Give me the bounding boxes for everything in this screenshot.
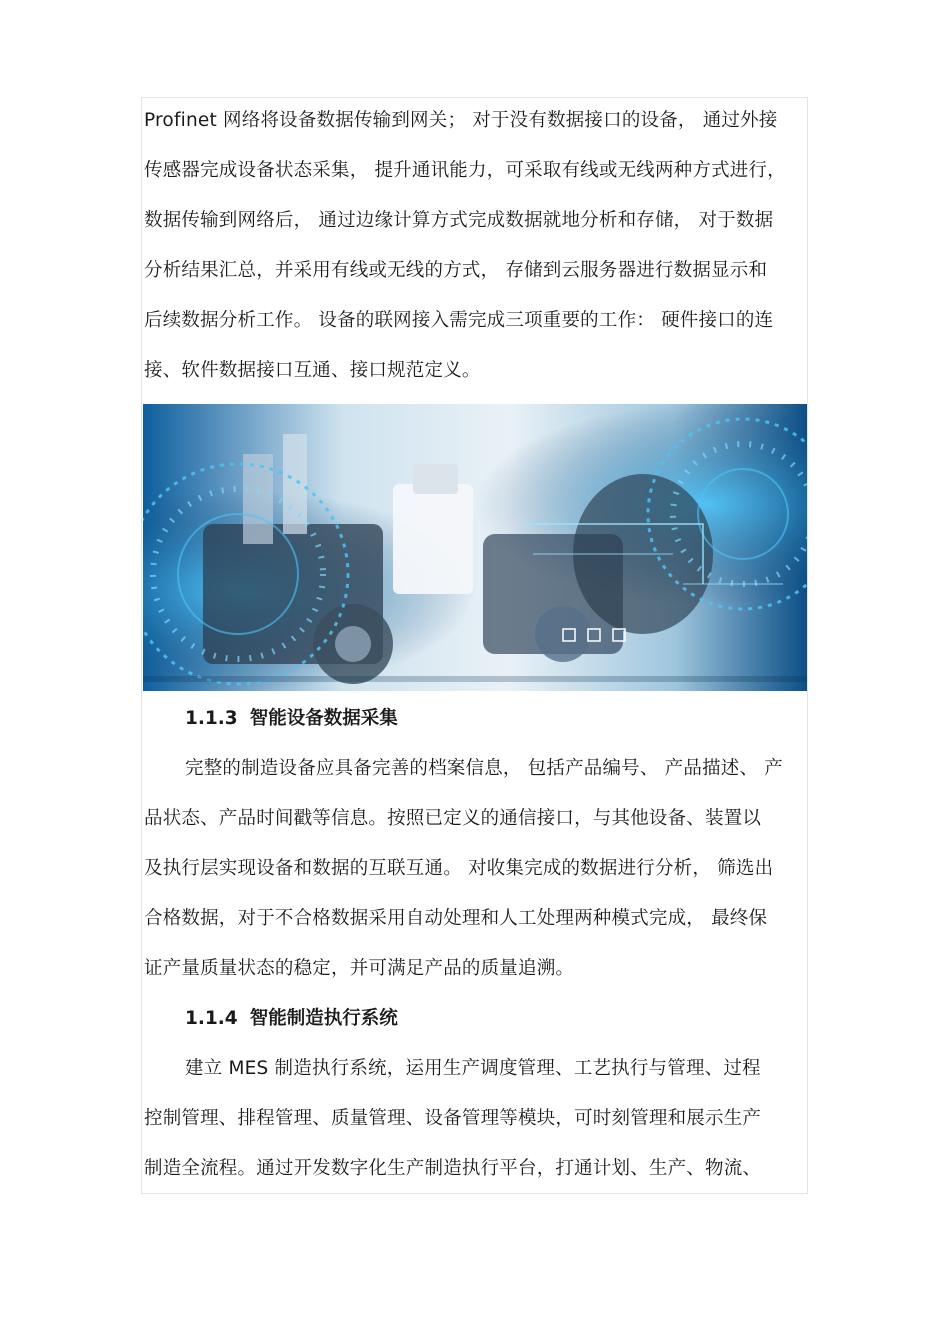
paragraph-line: 传感器完成设备状态采集， 提升通讯能力，可采取有线或无线两种方式进行，: [144, 160, 786, 181]
section-number: 1.1.3: [185, 708, 238, 729]
section-title: 智能设备数据采集: [249, 708, 398, 729]
paragraph-line: 控制管理、排程管理、质量管理、设备管理等模块，可时刻管理和展示生产: [144, 1108, 762, 1129]
paragraph-line: 分析结果汇总，并采用有线或无线的方式， 存储到云服务器进行数据显示和: [144, 260, 768, 281]
section-number: 1.1.4: [185, 1008, 238, 1029]
paragraph-line: 及执行层实现设备和数据的互联互通。 对收集完成的数据进行分析， 筛选出: [144, 858, 774, 879]
paragraph-line: 合格数据，对于不合格数据采用自动处理和人工处理两种模式完成， 最终保: [144, 908, 768, 929]
industrial-machinery-tech-image: [143, 404, 807, 691]
paragraph-line: 数据传输到网络后， 通过边缘计算方式完成数据就地分析和存储， 对于数据: [144, 210, 774, 231]
paragraph-line: 建立 MES 制造执行系统，运用生产调度管理、工艺执行与管理、过程: [185, 1058, 761, 1079]
paragraph-line: 制造全流程。通过开发数字化生产制造执行平台，打通计划、生产、物流、: [144, 1158, 762, 1179]
paragraph-line: 后续数据分析工作。 设备的联网接入需完成三项重要的工作： 硬件接口的连: [144, 310, 774, 331]
section-heading-114: [185, 1004, 398, 1034]
section-heading-113: [185, 704, 398, 734]
paragraph-line: Profinet 网络将设备数据传输到网关； 对于没有数据接口的设备， 通过外接: [144, 110, 778, 131]
paragraph-line: 证产量质量状态的稳定，并可满足产品的质量追溯。: [144, 958, 575, 979]
section-title: 智能制造执行系统: [249, 1008, 398, 1029]
paragraph-line: 品状态、产品时间戳等信息。按照已定义的通信接口，与其他设备、装置以: [144, 808, 762, 829]
paragraph-line: 完整的制造设备应具备完善的档案信息， 包括产品编号、 产品描述、 产: [185, 758, 783, 779]
paragraph-line: 接、软件数据接口互通、接口规范定义。: [144, 360, 481, 381]
